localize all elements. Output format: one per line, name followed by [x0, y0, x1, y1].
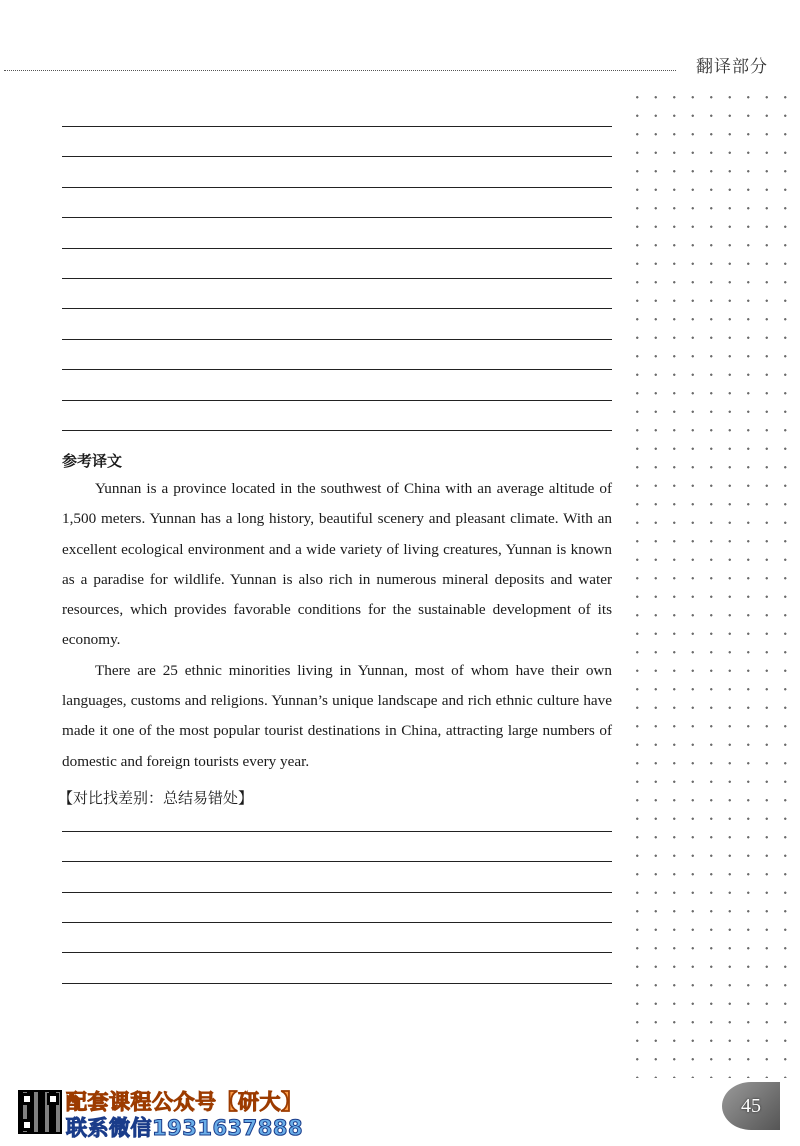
writing-line [62, 861, 612, 862]
compare-heading: 【对比找差别：总结易错处】 [58, 789, 254, 807]
watermark-line1: 配套课程公众号【研大】 [66, 1090, 303, 1114]
section-title: 翻译部分 [696, 57, 768, 77]
writing-line [62, 339, 612, 340]
writing-line [62, 308, 612, 309]
qr-finder [47, 1093, 59, 1105]
reference-text [62, 474, 612, 777]
writing-line [62, 126, 612, 127]
writing-line [62, 400, 612, 401]
writing-line [62, 217, 612, 218]
writing-line [62, 892, 612, 893]
watermark-line2: 联系微信1931637888 [66, 1116, 304, 1140]
writing-line [62, 156, 612, 157]
writing-line [62, 278, 612, 279]
qr-finder [21, 1093, 33, 1105]
reference-paragraph: There are 25 ethnic minorities living in Yunnan, most of whom have their own languages, customs and religions. Yunnan’s unique landscape and rich ethnic culture have made it one of the most popular tourist destinations in China, attracting large numbers of domestic and foreign tourists every year. [62, 661, 612, 770]
writing-line [62, 831, 612, 832]
writing-line [62, 430, 612, 431]
writing-line [62, 248, 612, 249]
header-rule [4, 70, 676, 71]
writing-line [62, 952, 612, 953]
reference-paragraph: Yunnan is a province located in the southwest of China with an average altitude of 1,500 meters. Yunnan has a long history, beautiful scenery and pleasant climate. With an excellent ecological environment and a wide variety of living creatures, Yunnan is known as a paradise for wildlife. Yunnan is also rich in numerous mineral deposits and water resources, which provides favorable conditions for the sustainable development of its economy. [62, 480, 612, 649]
dot-grid-notes-area [628, 88, 790, 1078]
writing-line [62, 369, 612, 370]
qr-code [18, 1090, 62, 1134]
page-number: 45 [722, 1082, 780, 1130]
writing-line [62, 983, 612, 984]
reference-heading: 参考译文 [62, 452, 123, 470]
qr-finder [21, 1119, 33, 1131]
writing-line [62, 187, 612, 188]
writing-line [62, 922, 612, 923]
